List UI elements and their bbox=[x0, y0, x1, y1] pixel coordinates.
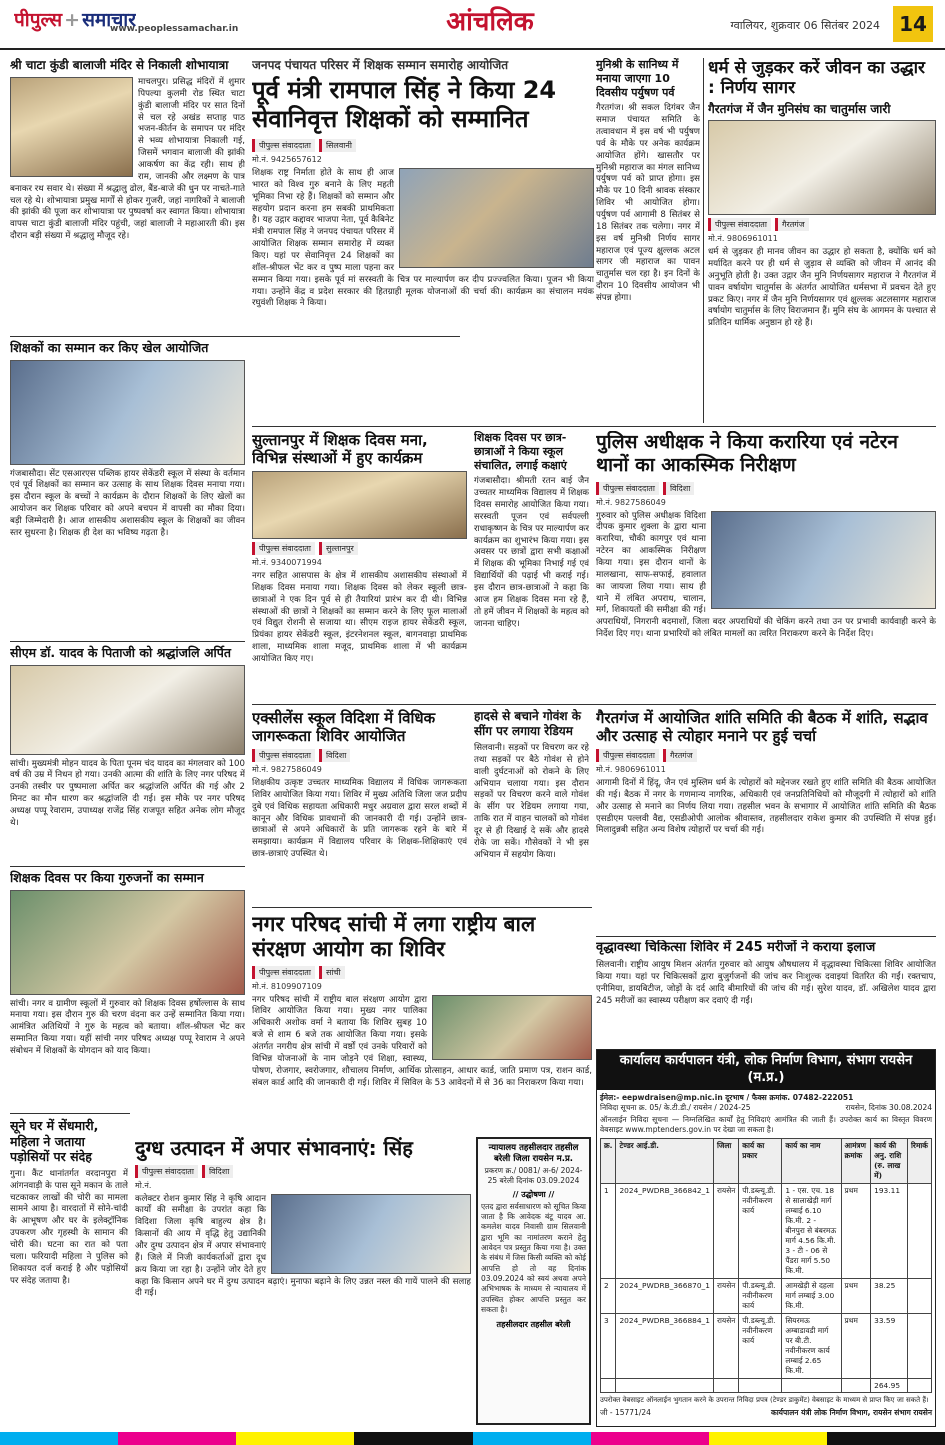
divider bbox=[252, 907, 592, 908]
byline bbox=[135, 1165, 471, 1178]
tender-cell: 2 bbox=[601, 1278, 616, 1313]
headline: सुल्तानपुर में शिक्षक दिवस मना, विभिन्न संस्थाओं में हुए कार्यक्रम bbox=[252, 431, 428, 467]
headline: शिक्षकों का सम्मान कर किए खेल आयोजित bbox=[10, 340, 209, 355]
story-text: शिक्षकीय उत्कृष्ट उच्चतर माध्यमिक विद्यालय में विधिक जागरूकता शिविर आयोजित किया गया। शिविर में मुख्य अतिथि जिला जज प्रदीप दुबे एवं विधिक सहायता अधिकारी मधुर अग्रवाल द्वारा सरल शब्दों में कानून और विधिक प्रावधानों की जानकारी दी गई। उन्होंने छात्र-छात्राओं से अपने अधिकारों के प्रति जागरूक रहने के बारे में समझाया। कार्यक्रम में विद्यालय परिवार के शिक्षक-शिक्षिकाएं एवं छात्र-छात्राएं उपस्थित थे। bbox=[252, 778, 467, 860]
tender-notice-no: निविदा सूचना क्र. 05/ के.टी.डी./ रायसेन / 2024-25 bbox=[600, 1103, 751, 1113]
tender-row bbox=[601, 1278, 932, 1313]
tender-row bbox=[601, 1183, 932, 1278]
tender-cell: पी.डब्ल्यू.डी. नवीनीकरण कार्य bbox=[739, 1183, 782, 1278]
headline: वृद्धावस्था चिकित्सा शिविर में 245 मरीजों ने कराया इलाज bbox=[596, 940, 876, 955]
tender-intro: ऑनलाईन निविदा सूचना — निम्नलिखित कार्यों हेतु निविदाएं आमंत्रित की जाती हैं। उपरोक्त कार्य का विस्तृत विवरण वेबसाइट www.mptenders.gov.in पर देखा जा सकता है। bbox=[600, 1115, 932, 1135]
byline bbox=[252, 749, 467, 762]
byline-place: विदिशा bbox=[202, 1165, 233, 1178]
mobile-number: मो.नं. 9827586049 bbox=[596, 497, 666, 507]
tender-header-row bbox=[601, 1138, 932, 1183]
tender-cell: 1 - एस. एच. 18 से सालाखेड़ी मार्ग लम्बाई 6.10 कि.मी. 2 - बीनपुरा से बंबरमऊ मार्ग 4.56 कि.मी. 3 - टी - 06 से पैंडरा मार्ग 5.50 कि.मी. bbox=[782, 1183, 841, 1278]
mobile-number: मो.नं. 9806961011 bbox=[596, 765, 666, 774]
story-text: आगामी दिनों में हिंदू, जैन एवं मुस्लिम धर्म के त्योहारों को मद्देनजर रखते हुए शांति समिति की बैठक आयोजित की गई। बैठक में नगर के गणमान्य नागरिक, अधिकारी एवं जनप्रतिनिधियों को मौजूदगी में त्योहारों को शांति और उत्साह से मनाने का निर्णय लिया गया। तहसील भवन के सभागार में आयोजित शांति समिति की बैठक एसडीएम पल्लवी वैद्य, एसडीओपी आलोक श्रीवास्तव, तहसीलदार राकेश कुमार की उपस्थिति में संपन्न हुई। मिलादुन्नबी सहित अन्य विशेष त्योहारों पर चर्चा की गई। bbox=[596, 778, 936, 836]
tender-cell: 2024_PWDRB_366870_1 bbox=[616, 1278, 713, 1313]
divider bbox=[596, 936, 936, 937]
byline-tag: पीपुल्स संवाददाता bbox=[252, 542, 315, 555]
headline: शिक्षक दिवस पर छात्र-छात्राओं ने किया स्कूल संचालित, लगाई कक्षाएं bbox=[474, 431, 567, 472]
subhead: गैरतगंज में जैन मुनिसंघ का चातुर्मास जारी bbox=[708, 101, 891, 116]
story-text: सिलवानी। सड़कों पर विचरण कर रहे तथा सड़कों पर बैठे गोवंश से होने वाली दुर्घटनाओं को रोकने के लिए अभियान चलाया गया। इस दौरान सड़कों पर विचरण करने वाले गोवंश के सींग पर रेडियम लगाया गया, ताकि रात में वाहन चालकों को गोवंश दूर से ही दिखाई दे सकें और हादसे रोके जा सकें। गौसेवकों ने भी इस अभियान में सहयोग किया। bbox=[474, 743, 589, 860]
story-text: सांची। नगर व ग्रामीण स्कूलों में गुरुवार को शिक्षक दिवस हर्षोल्लास के साथ मनाया गया। इस दौरान गुरु की चरण वंदना कर उन्हें सम्मानित किया गया। आमंत्रित अतिथियों ने गुरु के महत्व को बताया। शॉल-श्रीफल भेंट कर सम्मानित किया गया। यहीं सांची नगर परिषद अध्यक्ष पप्पू रेवाराम ने अपने संबोधन में शिक्षकों के योगदान को याद किया। bbox=[10, 998, 245, 1057]
tender-row bbox=[601, 1378, 932, 1392]
headline: गैरतगंज में आयोजित शांति समिति की बैठक में शांति, सद्भाव और उत्साह से त्योहार मनाने पर हुई चर्चा bbox=[596, 709, 928, 745]
tender-cell: रायसेन bbox=[713, 1313, 738, 1378]
masthead bbox=[0, 0, 945, 50]
story-chori bbox=[10, 1118, 128, 1428]
headline: पूर्व मंत्री रामपाल सिंह ने किया 24 सेवानिवृत्त शिक्षकों को सम्मानित bbox=[252, 76, 557, 133]
photo-guru-honour bbox=[10, 890, 245, 995]
byline bbox=[252, 139, 594, 152]
photo-tribute bbox=[10, 665, 245, 755]
photo-meeting bbox=[271, 1194, 471, 1274]
tender-cell: 193.11 bbox=[871, 1183, 908, 1278]
tender-cell bbox=[739, 1378, 782, 1392]
byline-tag: पीपुल्स संवाददाता bbox=[596, 482, 659, 495]
story-text: गुना। कैंट थानांतर्गत वरदानपुरा में आंगनवाड़ी के पास सूने मकान के ताले चटकाकर लाखों की चोरी का मामला सामने आया है। वारदातों में सोने-चांदी के आभूषण और घर के इलेक्ट्रॉनिक उपकरण और गृहस्थी के सामान की चोरी की। घटना का रात को पता चला। फरियादी महिला ने पुलिस को शिकायत दर्ज कराई है और पड़ोसियों पर संदेह जताया है। bbox=[10, 1168, 128, 1286]
tender-cell bbox=[908, 1313, 932, 1378]
byline bbox=[596, 749, 936, 762]
story-shobhayatra bbox=[10, 58, 245, 334]
divider bbox=[10, 336, 460, 337]
tender-row bbox=[601, 1313, 932, 1378]
byline-place: सुल्तानपुर bbox=[319, 542, 358, 555]
story-text: सिलवानी। राष्ट्रीय आयुष मिशन अंतर्गत गुरुवार को आयुष औषधालय में वृद्धावस्था चिकित्सा शिविर आयोजित किया गया। यहां पर चिकित्सकों द्वारा बुजुर्गजनों की जांच कर निःशुल्क दवाइयां वितरित की गईं। रक्तचाप, एनीमिया, डायबिटीज, जोड़ों के दर्द आदि बीमारियों की जांच की गई। सुरेश यादव, डॉ. अखिलेश यादव द्वारा 245 मरीजों का स्वास्थ्य परीक्षण कर दवाएं दी गईं। bbox=[596, 960, 936, 1006]
story-sultanpur bbox=[252, 431, 467, 701]
tender-cell: 2024_PWDRB_366842_1 bbox=[616, 1183, 713, 1278]
tender-office: कार्यालय कार्यपालन यंत्री, लोक निर्माण विभाग, संभाग रायसेन (म.प्र.) bbox=[597, 1050, 935, 1090]
tender-cell: 1 bbox=[601, 1183, 616, 1278]
divider bbox=[252, 426, 936, 427]
dateline: ग्वालियर, शुक्रवार 06 सितंबर 2024 bbox=[730, 19, 880, 32]
tender-cell: रायसेन bbox=[713, 1278, 738, 1313]
story-dugdh bbox=[135, 1137, 471, 1427]
mobile-number: मो.नं. 9827586049 bbox=[252, 765, 322, 774]
byline-place: गैरतगंज bbox=[663, 749, 697, 762]
photo-teachers-group bbox=[10, 360, 245, 465]
story-dharm bbox=[708, 58, 936, 423]
color-swatch-magenta bbox=[118, 1432, 236, 1445]
tender-cell bbox=[616, 1378, 713, 1392]
story-cm-father bbox=[10, 645, 245, 863]
byline bbox=[252, 542, 467, 555]
tender-cell: 33.59 bbox=[871, 1313, 908, 1378]
photo-jain-muni bbox=[708, 120, 936, 215]
mobile-number: मो.नं. bbox=[135, 1180, 152, 1190]
headline: सूने घर में सेंधमारी, महिला ने जताया पड़ोसियों पर संदेह bbox=[10, 1118, 99, 1165]
tender-cell bbox=[908, 1183, 932, 1278]
byline-tag: पीपुल्स संवाददाता bbox=[252, 139, 315, 152]
headline: एक्सीलेंस स्कूल विदिशा में विधिक जागरूकता शिविर आयोजित bbox=[252, 709, 436, 745]
headline: मुनिश्री के सानिध्य में मनाया जाएगा 10 दिवसीय पर्युषण पर्व bbox=[596, 58, 679, 99]
color-swatch-yellow bbox=[709, 1432, 827, 1445]
tender-cell: प्रथम bbox=[841, 1313, 871, 1378]
story-text: गंजबासौदा। श्रीमती रतन बाई जैन उच्चतर माध्यमिक विद्यालय में शिक्षक दिवस समारोह आयोजित किया गया। सरस्वती पूजन एवं सर्वपल्ली राधाकृष्णन के चित्र पर माल्यार्पण कर कार्यक्रम का शुभारंभ किया गया। इस अवसर पर छात्रों द्वारा सभी कक्षाओं में शिक्षक की भूमिका निभाई गई एवं विद्यार्थियों की पढ़ाई भी कराई गई। इस दौरान छात्र-छात्राओं ने कहा कि आज हम शिक्षक दिवस मना रहे हैं, तो हमें जीवन में शिक्षकों के महत्व को जानना चाहिए। bbox=[474, 476, 589, 629]
byline-place: गैरतगंज bbox=[775, 218, 809, 231]
tender-cell: 264.95 bbox=[871, 1378, 908, 1392]
logo-separator: + bbox=[64, 9, 81, 31]
byline bbox=[708, 218, 936, 231]
tahsil-notice bbox=[476, 1137, 591, 1425]
notice-signature: तहसीलदार तहसील बरेली bbox=[496, 1320, 571, 1330]
color-swatch-cyan bbox=[473, 1432, 591, 1445]
tender-header-cell: आमंत्रण क्रमांक bbox=[841, 1138, 871, 1183]
story-munishri bbox=[596, 58, 700, 428]
headline: श्री चाटा कुंडी बालाजी मंदिर से निकाली शोभायात्रा bbox=[10, 58, 229, 72]
photo-procession bbox=[10, 77, 133, 177]
tender-header-cell: रिमार्क bbox=[908, 1138, 932, 1183]
page-number: 14 bbox=[893, 6, 933, 42]
tender-footer: उपरोक्त वेबसाइट ऑनलाईन भुगतान करने के उपरान्त निविदा प्रपत्र (टेण्डर डाकुमेंट) वेबसाइट के माध्यम से प्राप्त किए जा सकते हैं। bbox=[600, 1395, 929, 1404]
section-title: आंचलिक bbox=[446, 7, 534, 37]
headline: पुलिस अधीक्षक ने किया करारिया एवं नटेरन थानों का आकस्मिक निरीक्षण bbox=[596, 431, 898, 476]
divider bbox=[252, 704, 936, 705]
story-text: नगर परिषद सांची में राष्ट्रीय बाल संरक्षण आयोग द्वारा शिविर आयोजित किया गया। मुख्य नगर पालिका अधिकारी अशोक वर्मा ने बताया कि शिविर सुबह 10 बजे से शाम 6 बजे तक आयोजित किया गया। इसके अंतर्गत नगरीय क्षेत्र सांची में वर्ष्ठों एवं उनके परिवारों को विभिन्न योजनाओं के नाम जोड़ने एवं शिक्षा, स्वास्थ्य, पोषण, रोजगार, स्वरोजगार, शौचालय निर्माण, आर्थिक प्रोत्साहन, आधार कार्ड, जाति प्रमाण पत्र, राशन कार्ड, संबल कार्ड आदि की जानकारी दी गई। शिविर में सिविल के 53 आवेदनों में से 36 का निराकरण किया गया। bbox=[252, 994, 592, 1088]
headline: सीएम डॉ. यादव के पिताजी को श्रद्धांजलि अर्पित bbox=[10, 645, 232, 660]
notice-case: प्रकरण क्र./ 0081/ अ-6/ 2024-25 बरेली दिनांक 03.09.2024 bbox=[484, 1166, 583, 1186]
story-text: कलेक्टर रोशन कुमार सिंह ने कृषि आदान कार्यों की समीक्षा के उपरांत कहा कि विदिशा जिला कृषि बाहुल्य क्षेत्र है। किसानों की आय में वृद्धि हेतु उद्यानिकी और दुग्ध उत्पादन क्षेत्र में अपार संभावनाएं हैं। जिले में निजी कार्यकर्ताओं द्वारा दूध क्रय किया जा रहा है। उन्होंने जोर देते हुए कहा कि किसान अपने घर में दुग्ध उत्पादन बढ़ाएं। मुनाफा बढ़ाने के लिए उन्नत नस्ल की गायें पालने की सलाह दी गई। bbox=[135, 1193, 471, 1299]
tender-date: रायसेन, दिनांक 30.08.2024 bbox=[845, 1103, 932, 1113]
tender-cell: प्रथम bbox=[841, 1278, 871, 1313]
story-text: गंजबासौदा। सेंट एसआरएस पब्लिक हायर सेकेंडरी स्कूल में संस्था के वर्तमान एवं पूर्व शिक्षकों का सम्मान कर उत्साह के साथ शिक्षक दिवस मनाया गया। इस दौरान स्कूल के बच्चों ने कार्यक्रम के दौरान शिक्षकों के लिए खेलों का आयोजन कर शिक्षक परिवार को अपने बचपन में वापसी का मौका दिया। बड़ी जिम्मेदारी है। आज शासकीय अशासकीय स्कूल के शिक्षकों का जीवन स्तर सुधरना है। शिक्षक ही देश का भविष्य गढ़ता है। bbox=[10, 468, 245, 538]
notice-title: न्यायालय तहसीलदार तहसील बरेली जिला रायसेन म.प्र. bbox=[488, 1143, 579, 1164]
byline-tag: पीपुल्स संवाददाता bbox=[135, 1165, 198, 1178]
photo-camp bbox=[432, 995, 592, 1060]
byline-place: सांची bbox=[319, 966, 345, 979]
tender-cell: आमखेड़ी से दहला मार्ग लम्बाई 3.00 कि.मी. bbox=[782, 1278, 841, 1313]
divider bbox=[10, 1113, 130, 1114]
tender-cell: पी.डब्ल्यू.डी. नवीनीकरण कार्य bbox=[739, 1278, 782, 1313]
tender-cell: 2024_PWDRB_366884_1 bbox=[616, 1313, 713, 1378]
story-rampal bbox=[252, 58, 594, 332]
tender-cell: 38.25 bbox=[871, 1278, 908, 1313]
tender-header-cell: कार्य का प्रकार bbox=[739, 1138, 782, 1183]
divider bbox=[703, 58, 704, 423]
headline: शिक्षक दिवस पर किया गुरुजनों का सम्मान bbox=[10, 870, 204, 885]
byline-place: विदिशा bbox=[663, 482, 694, 495]
story-shikshak-samman-khel bbox=[10, 340, 245, 638]
byline-place: विदिशा bbox=[319, 749, 350, 762]
tender-code: जी - 15771/24 bbox=[600, 1408, 651, 1418]
divider bbox=[10, 866, 245, 867]
byline-place: सिलवानी bbox=[319, 139, 356, 152]
print-color-bar bbox=[0, 1432, 945, 1445]
kicker: जनपद पंचायत परिसर में शिक्षक सम्मान समारोह आयोजित bbox=[252, 58, 509, 72]
logo-right-text: समाचार bbox=[82, 9, 136, 31]
tender-cell bbox=[601, 1378, 616, 1392]
tender-header-cell: क्र. bbox=[601, 1138, 616, 1183]
story-vriddhavastha bbox=[596, 940, 936, 1045]
byline bbox=[252, 966, 592, 979]
tender-cell: सियरमऊ अम्बाडावडी मार्ग पर बी.टी. नवीनीकरण कार्य लम्बाई 2.65 कि.मी. bbox=[782, 1313, 841, 1378]
story-text: गैरतगंज। श्री सकल दिगंबर जैन समाज पंचायत समिति के तत्वावधान में इस वर्ष भी पर्युषण पर्व के मौके पर अनेक कार्यक्रम आयोजित होंगे। खासतौर पर मुनिश्री महाराज का मंगल सानिध्य पर्युषण पर्व को प्राप्त होगा। इस मौके पर 10 दिनी श्रावक संस्कार शिविर भी आयोजित होगा। पर्युषण पर्व आगामी 8 सितंबर से 18 सितंबर तक चलेगा। नगर में इस वर्ष मुनिश्री निर्णय सागर महाराज एवं पूज्य क्षुल्लक अटल सागर जी महाराज का पावन चातुर्मास चल रहा है। इन दिनों के दौरान 10 दिवसीय आयोजन भी संपन्न होगा। bbox=[596, 103, 700, 303]
story-chhatra-shikshak bbox=[474, 431, 589, 701]
story-text: सांची। मुख्यमंत्री मोहन यादव के पिता पूनम चंद यादव का मंगलवार को 100 वर्ष की उम्र में निधन हो गया। उनकी आत्मा की शांति के लिए नगर परिषद में उनकी तस्वीर पर पुष्पमाला अर्पित कर श्रद्धांजलि अर्पित की गई और 2 मिनट का मौन धारण कर श्रद्धांजलि दी गई। इस मौके पर नगर परिषद अध्यक्ष पप्पू रेवाराम, उपाध्यक्ष राजेंद्र सिंह राजपूत सहित अनेक लोग मौजूद थे। bbox=[10, 758, 245, 828]
tender-cell: 3 bbox=[601, 1313, 616, 1378]
color-swatch-black bbox=[354, 1432, 472, 1445]
headline: हादसे से बचाने गोवंश के सींग पर लगाया रेडियम bbox=[474, 709, 581, 738]
site-url[interactable]: www.peoplessamachar.in bbox=[110, 24, 239, 34]
tender-cell bbox=[713, 1378, 738, 1392]
story-excellence bbox=[252, 709, 467, 904]
story-bal-sanrakshan bbox=[252, 912, 592, 1134]
tender-email: ईमेल:- eepwdraisen@mp.nic.in दूरभाष / फैक्स क्रमांक. 07482-222051 bbox=[600, 1092, 854, 1102]
story-text: नगर सहित आसपास के क्षेत्र में शासकीय अशासकीय संस्थाओं में शिक्षक दिवस मनाया गया। शिक्षक दिवस को लेकर स्कूली छात्र-छात्राओं ने एक दिन पूर्व से ही तैयारियां प्रारंभ कर दी थी। विभिन्न संस्थाओं की छात्रों ने शिक्षकों का सम्मान करने के लिए फूल मालाओं एवं विद्युत रोशनी से सजाया था। सीएम राइज हायर सेकेंडरी स्कूल, प्रियंका हायर सेकेंडरी स्कूल, इंटरनेशनल स्कूल, बागनवाड़ा प्राथमिक शाला, माध्यमिक शाला मजूद, प्राथमिक शाला में भी कार्यक्रम आयोजित किए गए। bbox=[252, 571, 467, 665]
tender-header-cell: टेण्डर आई.डी. bbox=[616, 1138, 713, 1183]
tender-cell: पी.डब्ल्यू.डी. नवीनीकरण कार्य bbox=[739, 1313, 782, 1378]
byline-tag: पीपुल्स संवाददाता bbox=[708, 218, 771, 231]
story-text: गुरुवार को पुलिस अधीक्षक विदिशा दीपक कुमार शुक्ला के द्वारा थाना करारिया, चौकी कागपुर एवं थाना नटेरन का आकस्मिक निरीक्षण किया गया। इस दौरान थानों के मालखाना, साफ-सफाई, हवालात का जायजा लिया गया। साथ ही थाने में लंबित अपराध, चालान, मर्ग, शिकायतों की समीक्षा की गई। अपराधियों, निगरानी बदमाशों, जिला बदर अपराधियों की चेकिंग करने तथा उन पर प्रभावी कार्यवाही करने के निर्देश दिए गए। थाना प्रभारियों को लंबित मामलों का त्वरित निराकरण करने के निर्देश दिए। bbox=[596, 510, 936, 640]
tender-signatory: कार्यपालन यंत्री लोक निर्माण विभाग, रायसेन संभाग रायसेन bbox=[770, 1408, 932, 1418]
mobile-number: मो.नं. 9340071994 bbox=[252, 558, 322, 567]
tender-cell bbox=[908, 1278, 932, 1313]
story-text: माचलपुर। प्रसिद्ध मंदिरों में शुमार पिपल्या कुलमी रोड स्थित चाटा कुंडी बालाजी मंदिर पर सात दिनों से चल रहे अखंड सप्ताह पाठ भजन-कीर्तन के समापन पर मंदिर से भव्य शोभायात्रा निकाली गई, जिसमें भगवान बालाजी की झांकी आकर्षण का केंद्र रही। साथ ही राम, जानकी और लक्ष्मण के पात्र बनाकर रथ सवार थे। संख्या में श्रद्धालु ढोल, बैंड-बाजे की धुन पर नाचते-गाते चल रहे थे। शोभायात्रा प्रमुख मार्गों से होकर गुजरी, जहां नागरिकों ने बालाजी की झांकी की पूजा कर शोभायात्रा पर पुष्पवर्षा कर स्वागत किया। शोभायात्रा वापस चाटा कुंडी बालाजी मंदिर पहुंची, जहां बालाजी ने महाआरती की। इस दौरान बड़ी संख्या में श्रद्धालु मौजूद रहे। bbox=[10, 77, 245, 242]
tender-cell bbox=[908, 1378, 932, 1392]
story-text: धर्म से जुड़कर ही मानव जीवन का उद्धार हो सकता है, क्योंकि धर्म को मर्यादित करने पर ही धर्म से जुड़ाव से व्यक्ति को जीवन में आनंद की अनुभूति होती है। उक्त उद्गार जैन मुनि निर्णयसागर महाराज ने गैरतगंज में पावन वर्षायोग चातुर्मास के अंतर्गत आयोजित धर्मसभा में प्रवचन देते हुए प्रकट किए। नगर में जैन मुनि निर्णयसागर एवं क्षुल्लक अटलसागर महाराज वर्षायोग चातुर्मास के लिए विराजमान हैं। मुनि संघ के आगमन के पश्चात से प्रतिदिन धार्मिक अनुष्ठान हो रहे हैं। bbox=[708, 247, 936, 329]
mobile-number: मो.नं. 8109907109 bbox=[252, 981, 322, 991]
tender-cell bbox=[841, 1378, 871, 1392]
color-swatch-yellow bbox=[236, 1432, 354, 1445]
tender-table bbox=[600, 1138, 932, 1393]
divider bbox=[10, 641, 245, 642]
notice-subject: // उद्घोषणा // bbox=[512, 1189, 555, 1199]
headline: नगर परिषद सांची में लगा राष्ट्रीय बाल संरक्षण आयोग का शिविर bbox=[252, 912, 536, 961]
tender-notice bbox=[596, 1049, 936, 1427]
tender-header-cell: कार्य का नाम bbox=[782, 1138, 841, 1183]
tender-header-cell: जिला bbox=[713, 1138, 738, 1183]
mobile-number: मो.नं. 9425657612 bbox=[252, 155, 322, 165]
color-swatch-cyan bbox=[0, 1432, 118, 1445]
story-gauvansh bbox=[474, 709, 589, 904]
color-swatch-black bbox=[827, 1432, 945, 1445]
story-text: शिक्षक राष्ट्र निर्माता होते के साथ ही आज भारत को विश्व गुरु बनाने के लिए महती भूमिका निभा रहे हैं। शिक्षकों को सम्मान और सहयोग प्रदान करना हम सबकी प्राथमिकता है। यह उद्गार कद्दावर भाजपा नेता, पूर्व कैबिनेट मंत्री रामपाल सिंह ने जनपद पंचायत परिसर में आयोजित शिक्षक सम्मान समारोह में व्यक्त किए। यहां पर सेवानिवृत्त 24 शिक्षकों का शॉल-श्रीफल भेंट कर व पुष्प माला पहना कर सम्मान किया गया। इसके पूर्व मां सरस्वती के चित्र पर माल्यार्पण कर दीप प्रज्ज्वलित किया। पूजन भी किया गया। उन्होंने केंद्र व प्रदेश सरकार की हितग्राही मूलक योजनाओं की चर्चा की। कार्यक्रम का संचालन मयंक रघुवंशी शिक्षक ने किया। bbox=[252, 168, 594, 309]
tender-cell bbox=[782, 1378, 841, 1392]
byline-tag: पीपुल्स संवाददाता bbox=[252, 966, 315, 979]
photo-police-inspection bbox=[711, 511, 936, 609]
headline: दुग्ध उत्पादन में अपार संभावनाएं: सिंह bbox=[135, 1137, 413, 1160]
byline-tag: पीपुल्स संवाददाता bbox=[252, 749, 315, 762]
headline: धर्म से जुड़कर करें जीवन का उद्धार : निर्णय सागर bbox=[708, 58, 925, 99]
logo-left-text: पीपुल्स bbox=[14, 9, 63, 31]
tender-cell: रायसेन bbox=[713, 1183, 738, 1278]
story-shanti-samiti bbox=[596, 709, 936, 934]
byline-tag: पीपुल्स संवाददाता bbox=[596, 749, 659, 762]
notice-text: एतद द्वारा सर्वसाधारण को सूचित किया जाता है कि आवेदक बंटू यादव आ. कमलेश यादव निवासी ग्राम सिलवानी द्वारा भूमि का नामांतरण कराने हेतु आवेदन पत्र प्रस्तुत किया गया है। उक्त के संबंध में जिस किसी व्यक्ति को कोई आपत्ति हो तो वह दिनांक 03.09.2024 को स्वयं अथवा अपने अभिभाषक के माध्यम से न्यायालय में उपस्थित होकर आपत्ति प्रस्तुत कर सकता है। bbox=[481, 1201, 586, 1315]
photo-felicitation bbox=[399, 168, 594, 268]
tender-cell: प्रथम bbox=[841, 1183, 871, 1278]
tender-header-cell: कार्य की अनु. राशि (रु. लाख में) bbox=[871, 1138, 908, 1183]
byline bbox=[596, 482, 936, 495]
story-guru-samman bbox=[10, 870, 245, 1110]
story-police bbox=[596, 431, 936, 701]
mobile-number: मो.नं. 9806961011 bbox=[708, 234, 778, 244]
color-swatch-magenta bbox=[591, 1432, 709, 1445]
photo-school-event bbox=[252, 471, 467, 539]
